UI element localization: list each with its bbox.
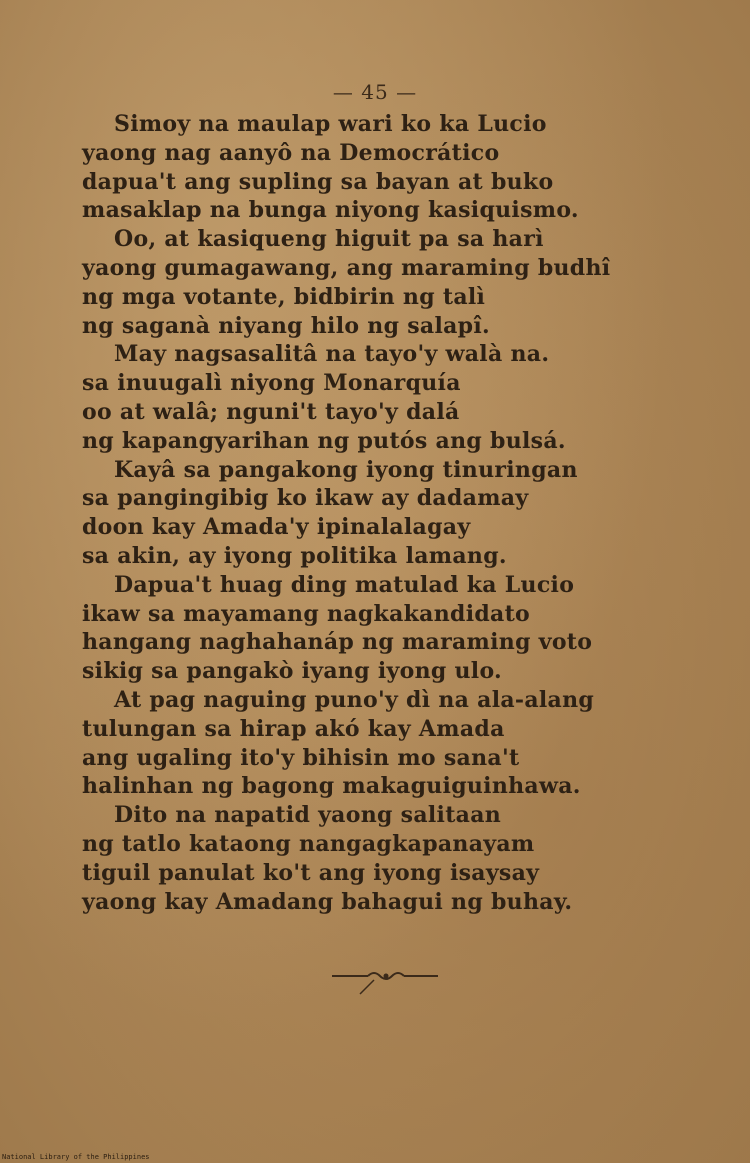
poem-line: tiguil panulat ko't ang iyong isaysay	[82, 859, 540, 886]
poem-line: Dapua't huag ding matulad ka Lucio	[114, 571, 575, 598]
poem-line: sikig sa pangakò iyang iyong ulo.	[82, 658, 503, 685]
poem-line: tulungan sa hirap akó kay Amada	[82, 715, 505, 742]
poem-line: doon kay Amada'y ipinalalagay	[82, 514, 471, 541]
poem-line: dapua't ang supling sa bayan at buko	[82, 168, 554, 195]
poem-line: yaong nag aanyô na Democrático	[82, 139, 500, 166]
poem-line: yaong gumagawang, ang maraming budhî	[82, 254, 611, 281]
poem-line: Kayâ sa pangakong iyong tinuringan	[114, 456, 578, 483]
poem-line: Simoy na maulap wari ko ka Lucio	[114, 111, 547, 137]
poem-line: ng saganà niyang hilo ng salapî.	[82, 312, 490, 339]
poem-line: sa pangingibig ko ikaw ay dadamay	[82, 485, 529, 512]
ornament-divider-icon	[330, 966, 440, 996]
poem-line: Dito na napatid yaong salitaan	[114, 802, 502, 829]
library-credit: National Library of the Philippines	[2, 1153, 150, 1161]
poem-line: Oo, at kasiqueng higuit pa sa harì	[114, 226, 544, 253]
poem-line: ng mga votante, bidbirin ng talì	[82, 283, 486, 310]
poem-line: ng tatlo kataong nangagkapanayam	[82, 830, 535, 857]
poem-line: halinhan ng bagong makaguiguinhawa.	[82, 773, 581, 800]
poem-line: ikaw sa mayamang nagkakandidato	[82, 600, 531, 627]
poem-line: sa akin, ay iyong politika lamang.	[82, 542, 507, 569]
poem-line: ng kapangyarihan ng putós ang bulsá.	[82, 427, 566, 454]
poem-line: yaong kay Amadang bahagui ng buhay.	[82, 888, 573, 915]
poem-line: oo at walâ; nguni't tayo'y dalá	[82, 398, 460, 425]
poem-text	[82, 110, 682, 916]
poem-line: masaklap na bunga niyong kasiquismo.	[82, 197, 579, 224]
page-number: — 45 —	[332, 80, 418, 104]
poem-line: ang ugaling ito'y bihisin mo sana't	[82, 744, 520, 771]
poem-line: hangang naghahanáp ng maraming voto	[82, 629, 593, 656]
poem-line: May nagsasalitâ na tayo'y walà na.	[114, 341, 550, 368]
poem-line: At pag naguing puno'y dì na ala-alang	[114, 686, 595, 713]
poem-line: sa inuugalì niyong Monarquía	[82, 370, 461, 397]
